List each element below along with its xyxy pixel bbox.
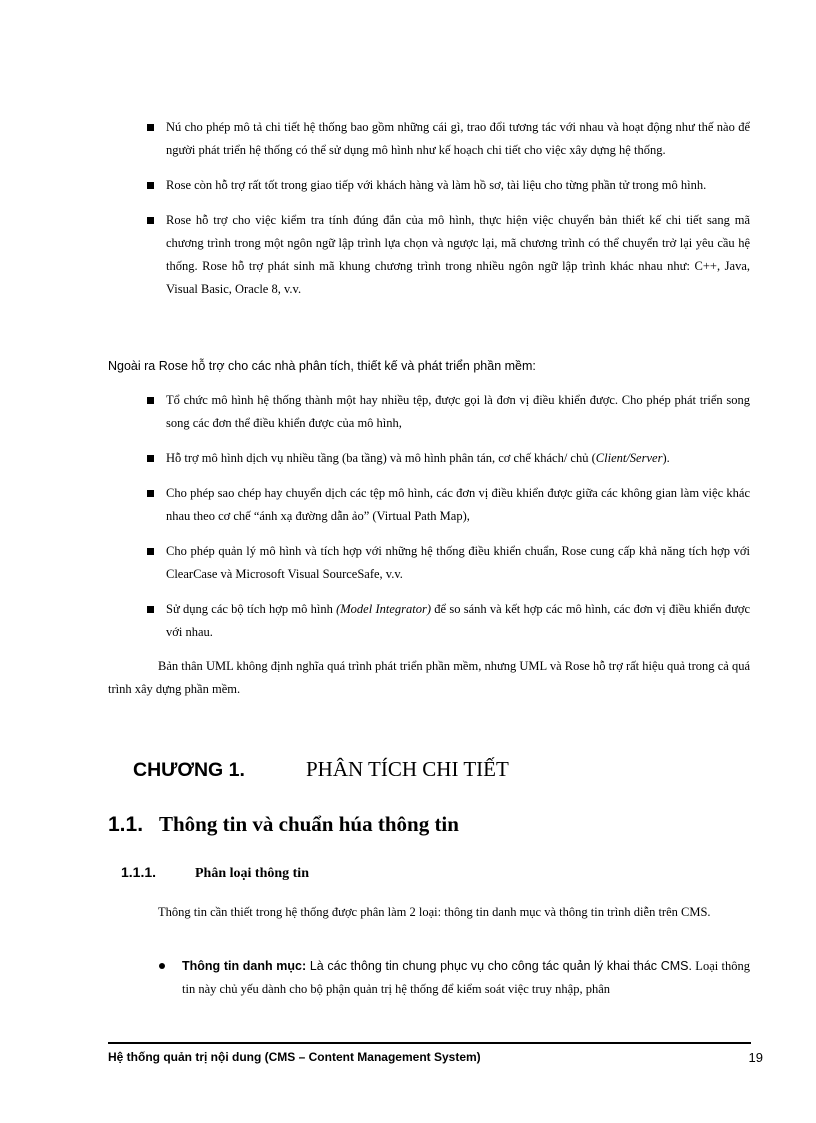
list-item-emphasis: (Model Integrator) (336, 602, 432, 616)
term-label: Thông tin danh mục: (182, 959, 307, 973)
term-description-continued: Loại thông tin này chủ yếu dành cho bộ phận quản trị hệ thống để kiểm soát việc truy nhập, phân (182, 959, 751, 996)
cms-paragraph: Thông tin cần thiết trong hệ thống được phân làm 2 loại: thông tin danh mục và thông tin trình diễn trên CMS. (158, 905, 711, 919)
square-bullet-icon (147, 217, 154, 224)
list-item (145, 447, 750, 470)
uml-paragraph: Bản thân UML không định nghĩa quá trình phát triển phần mềm, nhưng UML và Rose hỗ trợ rất hiệu quả trong cả quá trình xây dựng phần mềm. (108, 659, 750, 696)
list-item-text: Nú cho phép mô tả chi tiết hệ thống bao gồm những cái gì, trao đổi tương tác với nhau và hoạt động như thế nào để người phát triển hệ thống có thể sử dụng mô hình như kế hoạch chi tiết cho việc xây dựng hệ thống. (166, 120, 750, 157)
square-bullet-icon (147, 455, 154, 462)
square-bullet-icon (147, 397, 154, 404)
section-heading (108, 812, 459, 837)
list-item (145, 209, 750, 301)
list-item-text: Rose hỗ trợ cho việc kiểm tra tính đúng đắn của mô hình, thực hiện việc chuyển bản thiết kế chi tiết sang mã chương trình trong một ngôn ngữ lập trình lựa chọn và ngược lại, mã chương trình có thể chuyển trở lại yêu cầu hệ thống. Rose hỗ trợ phát sinh mã khung chương trình trong nhiều ngôn ngữ lập trình khác nhau như: C++, Java, Visual Basic, Oracle 8, v.v. (166, 213, 750, 296)
square-bullet-icon (147, 606, 154, 613)
chapter-heading (133, 757, 509, 782)
list-item-emphasis: Client/Server (595, 451, 663, 465)
section-number: 1.1. (108, 813, 144, 836)
list-item (145, 174, 750, 197)
page-number: 19 (748, 1050, 763, 1065)
square-bullet-icon (147, 182, 154, 189)
square-bullet-icon (147, 548, 154, 555)
list-item (145, 598, 750, 644)
list-item-text-end: để so sánh và kết hợp các mô hình, các đơn vị điều khiển được với nhau. (166, 602, 751, 639)
list-item-text: Hỗ trợ mô hình dịch vụ nhiều tầng (ba tầng) và mô hình phân tán, cơ chế khách/ chủ ( (166, 451, 596, 465)
list-item-text-end: ). (662, 451, 670, 465)
round-bullet-icon (159, 963, 165, 969)
list-item (145, 389, 750, 435)
subsection-title: Phân loại thông tin (195, 866, 309, 881)
list-item-text: Cho phép quản lý mô hình và tích hợp với những hệ thống điều khiển chuẩn, Rose cung cấp khả năng tích hợp với ClearCase và Microsoft Visual SourceSafe, v.v. (166, 544, 750, 581)
square-bullet-icon (147, 490, 154, 497)
list-item-text: Sử dụng các bộ tích hợp mô hình (166, 602, 337, 616)
footer-divider (108, 1042, 751, 1044)
subsection-heading (121, 864, 309, 882)
rose-support-list (145, 389, 750, 656)
info-type-list (159, 955, 750, 1001)
chapter-number: CHƯƠNG 1. (133, 759, 245, 781)
list-item-text: Rose còn hỗ trợ rất tốt trong giao tiếp với khách hàng và làm hồ sơ, tài liệu cho từng phần tử trong mô hình. (166, 178, 707, 192)
section-title: Thông tin và chuẩn húa thông tin (159, 812, 459, 836)
list-item (145, 116, 750, 162)
square-bullet-icon (147, 124, 154, 131)
intro-paragraph: Ngoài ra Rose hỗ trợ cho các nhà phân tích, thiết kế và phát triển phần mềm: (108, 359, 536, 373)
list-item (159, 955, 750, 1001)
list-item-text: Cho phép sao chép hay chuyển dịch các tệp mô hình, các đơn vị điều khiển được giữa các không gian làm việc khác nhau theo cơ chế “ánh xạ đường dẫn ảo” (Virtual Path Map), (166, 486, 750, 523)
chapter-title: PHÂN TÍCH CHI TIẾT (306, 757, 509, 781)
term-description: Là các thông tin chung phục vụ cho công tác quản lý khai thác CMS. (306, 959, 692, 973)
footer-title: Hệ thống quản trị nội dung (CMS – Content Management System) (108, 1050, 481, 1064)
rose-features-list (145, 116, 750, 313)
list-item (145, 482, 750, 528)
subsection-number: 1.1.1. (121, 864, 157, 880)
list-item-text: Tổ chức mô hình hệ thống thành một hay nhiều tệp, được gọi là đơn vị điều khiển được. Cho phép phát triển song song các đơn thể điều khiển được của mô hình, (166, 393, 750, 430)
list-item (145, 540, 750, 586)
